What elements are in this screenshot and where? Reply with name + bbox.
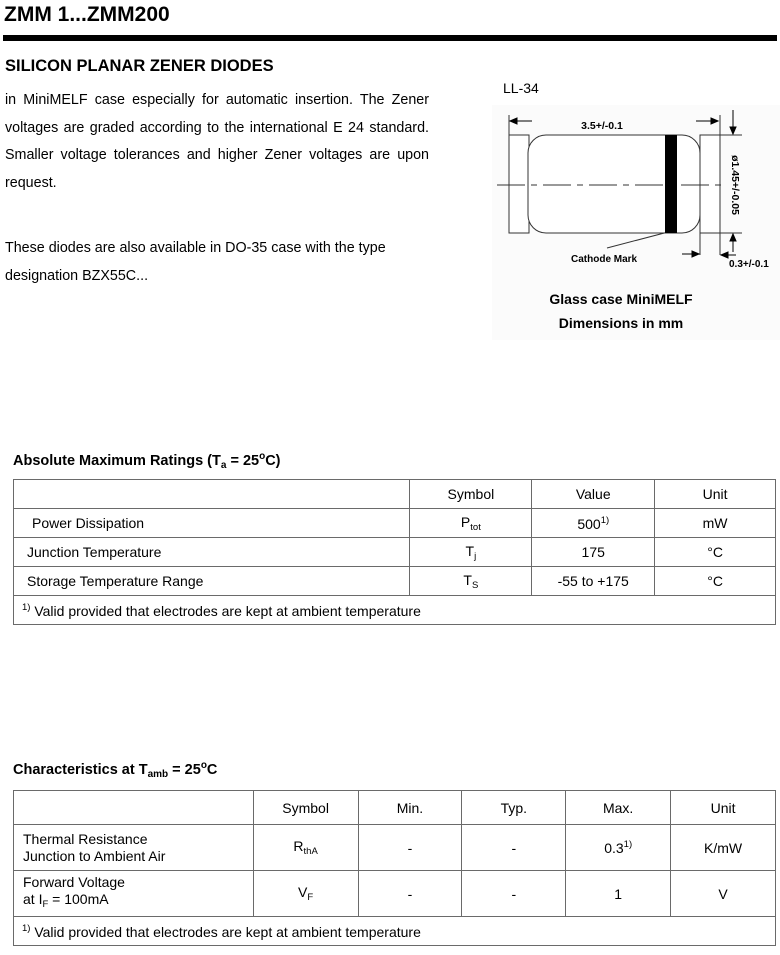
- abs-max-ratings-title: [13, 451, 281, 471]
- symbol-cell: [410, 538, 532, 567]
- figure-caption-line-1: Glass case MiniMELF: [549, 291, 693, 307]
- typ-cell: -: [462, 825, 566, 871]
- unit-cell: V: [671, 871, 776, 917]
- cathode-leader: [607, 231, 672, 248]
- cathode-band: [665, 135, 677, 233]
- footnote-text: Valid provided that electrodes are kept at ambient temperature: [30, 923, 421, 940]
- symbol-cell: [410, 567, 532, 596]
- title-subscript: a: [220, 460, 227, 471]
- param-line-1: Thermal Resistance: [23, 830, 148, 847]
- header-cell-unit: Unit: [671, 791, 776, 825]
- symbol-main: T: [465, 542, 475, 559]
- param-line-2-subscript: F: [42, 899, 49, 910]
- param-line-1: Forward Voltage: [23, 874, 125, 890]
- symbol-main: V: [298, 884, 308, 900]
- title-rule: [3, 35, 777, 41]
- table-header-row: [14, 480, 776, 509]
- symbol-cell: [410, 509, 532, 538]
- title-text-mid: = 25: [226, 453, 260, 469]
- max-value: 0.3: [604, 840, 624, 856]
- header-cell-parameter: [14, 791, 254, 825]
- diode-outline-svg: [492, 105, 780, 285]
- header-cell-parameter: [14, 480, 410, 509]
- max-cell: 1: [566, 871, 671, 917]
- param-line-2-end: = 100mA: [48, 891, 109, 907]
- param-cell: Power Dissipation: [14, 509, 410, 538]
- value-cell: 175: [532, 538, 655, 567]
- right-end-cap: [700, 135, 720, 233]
- end-cap-dimension: 0.3+/-0.1: [729, 259, 769, 270]
- max-cell: [566, 825, 671, 871]
- min-cell: -: [358, 825, 462, 871]
- footnote-row: [14, 596, 776, 625]
- table-row: [14, 567, 776, 596]
- symbol-main: P: [460, 513, 471, 530]
- title-text: Characteristics at T: [13, 762, 148, 778]
- unit-cell: °C: [655, 538, 776, 567]
- title-text-end: C: [206, 762, 218, 778]
- header-cell-min: Min.: [358, 791, 462, 825]
- table-row: [14, 509, 776, 538]
- degree-sign: o: [259, 451, 266, 462]
- package-label: LL-34: [503, 80, 539, 96]
- min-cell: -: [358, 871, 462, 917]
- typ-cell: -: [462, 871, 566, 917]
- footnote-text: Valid provided that electrodes are kept at ambient temperature: [30, 602, 421, 619]
- cathode-mark-label: Cathode Mark: [571, 254, 638, 265]
- unit-cell: mW: [655, 509, 776, 538]
- description-paragraph-2: These diodes are also available in DO-35 case with the type designation BZX55C...: [5, 240, 386, 284]
- symbol-subscript: F: [307, 892, 314, 903]
- value-cell: [532, 509, 655, 538]
- symbol-main: R: [293, 838, 304, 854]
- table-row: [14, 538, 776, 567]
- symbol-cell: [253, 825, 358, 871]
- document-subtitle: SILICON PLANAR ZENER DIODES: [5, 57, 274, 75]
- footnote-row: [14, 917, 776, 946]
- symbol-subscript: thA: [303, 846, 318, 857]
- document-title: ZMM 1...ZMM200: [4, 3, 170, 26]
- param-cell: Junction Temperature: [14, 538, 410, 567]
- title-text-end: C): [265, 453, 281, 469]
- value-cell: -55 to +175: [532, 567, 655, 596]
- degree-sign: o: [200, 760, 207, 771]
- header-cell-symbol: Symbol: [253, 791, 358, 825]
- characteristics-title: [13, 760, 217, 780]
- title-text-mid: = 25: [168, 762, 201, 778]
- param-cell: [14, 871, 254, 917]
- footnote-mark: 1): [22, 922, 31, 934]
- param-line-2: Junction to Ambient Air: [23, 847, 166, 864]
- table-row: [14, 825, 776, 871]
- footnote-cell: [14, 917, 776, 946]
- figure-caption: [492, 287, 750, 335]
- value-text: 500: [577, 515, 601, 532]
- abs-max-ratings-table: [13, 479, 776, 625]
- footnote-mark: 1): [22, 601, 31, 613]
- header-cell-symbol: Symbol: [410, 480, 532, 509]
- footnote-ref: 1): [600, 514, 610, 526]
- header-cell-typ: Typ.: [462, 791, 566, 825]
- unit-cell: K/mW: [671, 825, 776, 871]
- diameter-dimension: ø1.45+/-0.05: [729, 155, 741, 215]
- characteristics-table: [13, 790, 776, 946]
- length-dimension: 3.5+/-0.1: [581, 120, 623, 132]
- symbol-cell: [253, 871, 358, 917]
- param-line-2: [23, 891, 253, 913]
- description-paragraph-1: in MiniMELF case especially for automatic insertion. The Zener voltages are graded according to the international E 24 standard. Smaller voltage tolerances and higher Zener voltages are upon request.: [5, 92, 429, 191]
- table-header-row: [14, 791, 776, 825]
- unit-cell: °C: [655, 567, 776, 596]
- footnote-cell: [14, 596, 776, 625]
- header-cell-unit: Unit: [655, 480, 776, 509]
- title-text: Absolute Maximum Ratings (T: [13, 453, 221, 469]
- header-cell-value: Value: [532, 480, 655, 509]
- param-cell: [14, 825, 254, 871]
- footnote-ref: 1): [623, 839, 633, 850]
- symbol-subscript: j: [474, 550, 477, 562]
- param-cell: Storage Temperature Range: [14, 567, 410, 596]
- symbol-subscript: S: [471, 579, 479, 591]
- figure-caption-line-2: Dimensions in mm: [558, 315, 684, 331]
- title-subscript: amb: [147, 769, 169, 780]
- table-row: [14, 871, 776, 917]
- left-end-cap: [509, 135, 529, 233]
- param-line-2-text: at I: [23, 891, 43, 907]
- header-cell-max: Max.: [566, 791, 671, 825]
- symbol-main: T: [463, 571, 472, 588]
- symbol-subscript: tot: [470, 521, 481, 533]
